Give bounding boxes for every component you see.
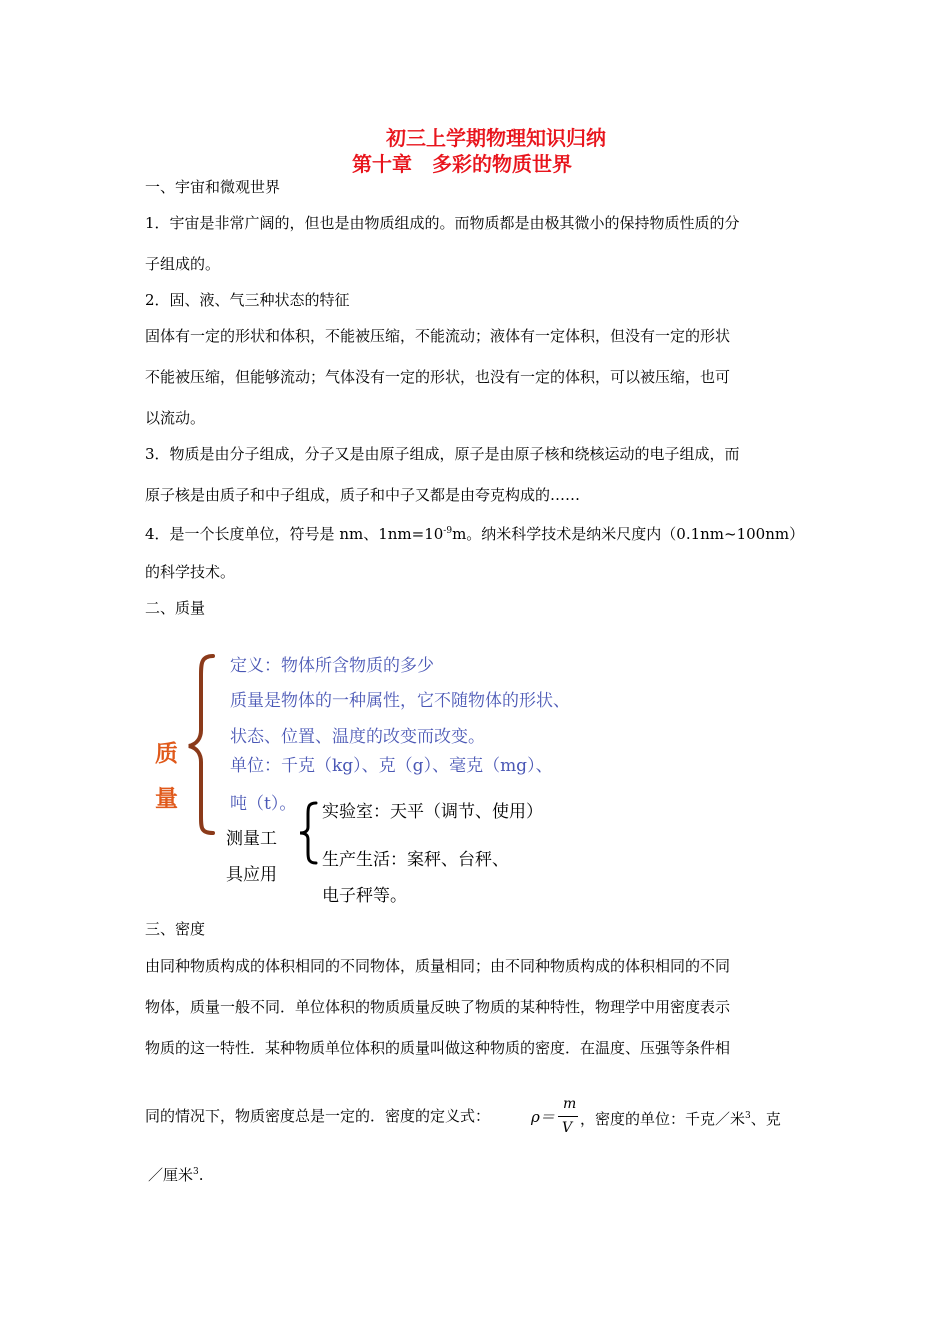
superscript: -9 xyxy=(443,526,453,536)
text-run: . xyxy=(198,1166,204,1184)
paragraph-line: 同的情况下，物质密度总是一定的．密度的定义式： xyxy=(145,1107,491,1125)
paragraph-line: 由同种物质构成的体积相同的不同物体，质量相同；由不同种物质构成的体积相同的不同 xyxy=(145,957,731,975)
paragraph-line: 2．固、液、气三种状态的特征 xyxy=(145,291,350,309)
mass-property-line: 状态、位置、温度的改变而改变。 xyxy=(230,727,485,747)
left-curly-brace xyxy=(185,652,225,837)
formula-rho: ρ＝ xyxy=(531,1108,555,1126)
paragraph-line: 固体有一定的形状和体积，不能被压缩，不能流动；液体有一定体积，但没有一定的形状 xyxy=(145,327,731,345)
text-run: 4．是一个长度单位，符号是 nm、1nm=10 xyxy=(145,525,444,543)
daily-life-tools: 生产生活：案秤、台秤、 xyxy=(322,850,509,870)
daily-life-tools: 电子秤等。 xyxy=(322,886,407,906)
measuring-tools-label: 测量工 xyxy=(226,829,277,849)
paragraph-line: 物质的这一特性．某种物质单位体积的质量叫做这种物质的密度．在温度、压强等条件相 xyxy=(145,1039,731,1057)
measuring-tools-label: 具应用 xyxy=(226,865,277,885)
paragraph-line: 物体，质量一般不同．单位体积的物质质量反映了物质的某种特性，物理学中用密度表示 xyxy=(145,998,731,1016)
section-heading-2: 二、质量 xyxy=(145,599,206,617)
text-run: m。纳米科学技术是纳米尺度内（0.1nm~100nm） xyxy=(452,525,805,543)
paragraph-line xyxy=(145,521,804,544)
text-run: ，密度的单位：千克／米 xyxy=(580,1110,746,1128)
superscript: 3 xyxy=(745,1111,751,1121)
text-run: 、克 xyxy=(750,1110,781,1128)
fraction-bar xyxy=(558,1116,578,1117)
mass-property-line: 质量是物体的一种属性，它不随物体的形状、 xyxy=(230,691,570,711)
text-run: ／厘米 xyxy=(148,1166,194,1184)
paragraph-line: 3．物质是由分子组成，分子又是由原子组成，原子是由原子核和绕核运动的电子组成，而 xyxy=(145,445,740,463)
formula-denominator: V xyxy=(562,1120,573,1136)
mass-unit-line: 吨（t）。 xyxy=(230,794,297,814)
paragraph-line xyxy=(148,1162,204,1185)
section-heading-1: 一、宇宙和微观世界 xyxy=(145,178,281,196)
paragraph-line: 的科学技术。 xyxy=(145,563,236,581)
paragraph-line: 原子核是由质子和中子组成，质子和中子又都是由夸克构成的…… xyxy=(145,486,581,504)
mass-label-char-1: 质 xyxy=(155,741,178,767)
superscript: 3 xyxy=(193,1167,199,1177)
paragraph-line xyxy=(580,1106,781,1129)
paragraph-line: 子组成的。 xyxy=(145,255,221,273)
paragraph-line: 以流动。 xyxy=(145,409,206,427)
mass-label-char-2: 量 xyxy=(155,786,178,812)
formula-numerator: m xyxy=(563,1096,577,1112)
paragraph-line: 不能被压缩，但能够流动；气体没有一定的形状，也没有一定的体积，可以被压缩，也可 xyxy=(145,368,731,386)
mass-unit-line: 单位：千克（kg）、克（g）、毫克（mg）、 xyxy=(230,756,553,776)
section-heading-3: 三、密度 xyxy=(145,920,206,938)
small-curly-brace xyxy=(296,800,322,866)
chapter-title: 第十章 多彩的物质世界 xyxy=(352,152,572,176)
lab-tool: 实验室：天平（调节、使用） xyxy=(322,802,543,822)
mass-definition: 定义：物体所含物质的多少 xyxy=(230,656,434,676)
paragraph-line: 1．宇宙是非常广阔的，但也是由物质组成的。而物质都是由极其微小的保持物质性质的分 xyxy=(145,214,740,232)
document-title: 初三上学期物理知识归纳 xyxy=(386,126,606,150)
